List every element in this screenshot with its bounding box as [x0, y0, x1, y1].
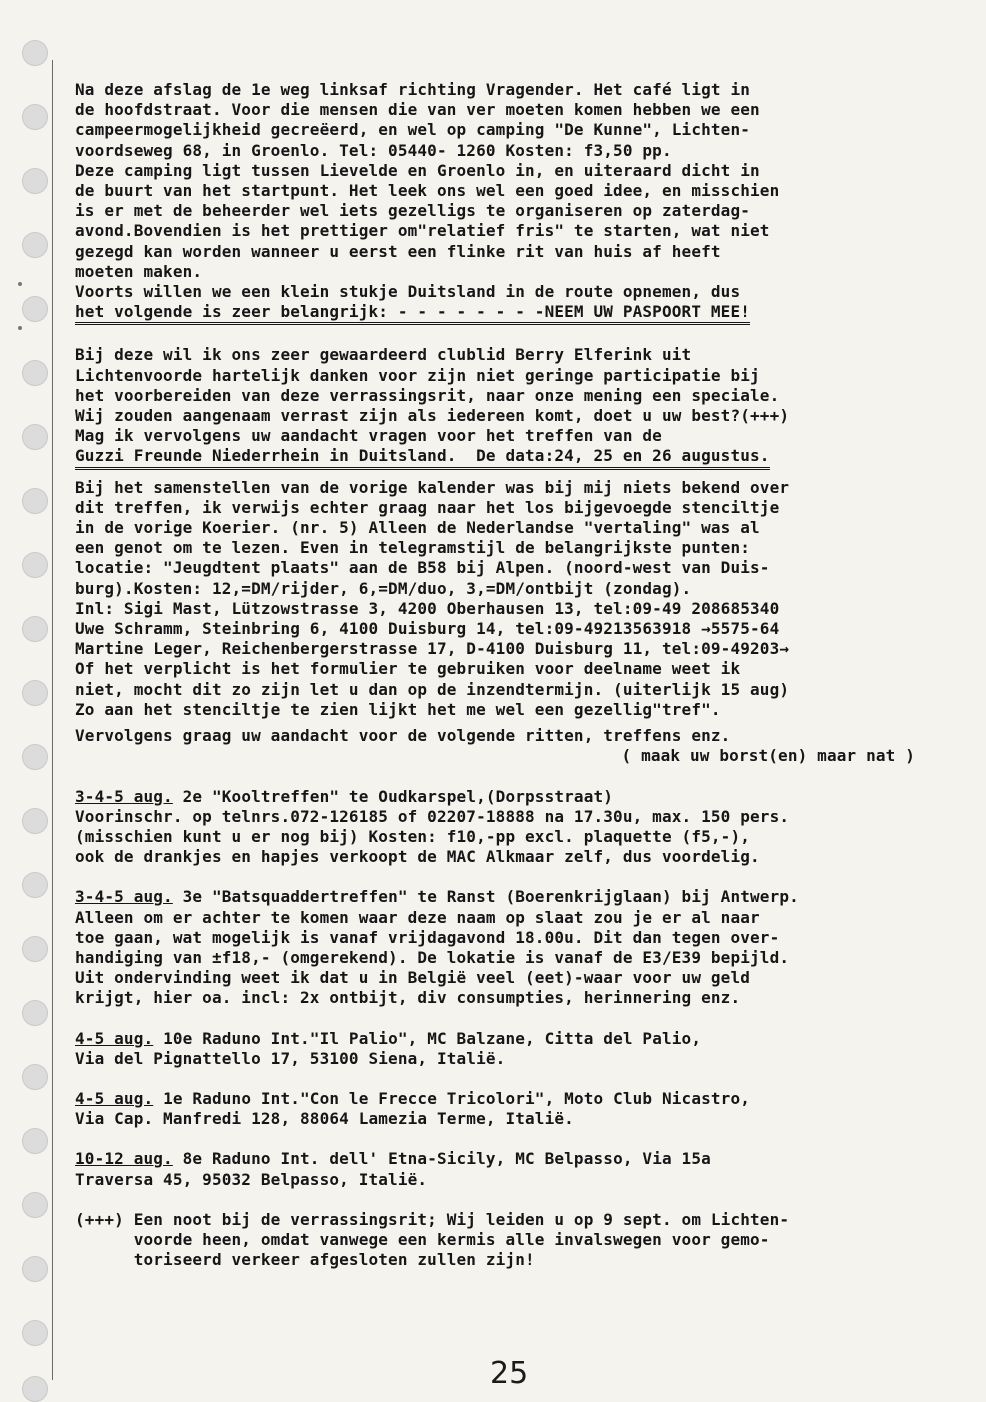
binder-hole: [22, 104, 48, 130]
text-line: campeermogelijkheid gecreëerd, en wel op camping "De Kunne", Lichten-: [75, 120, 751, 140]
binder-holes: [22, 40, 48, 1402]
text-line: toe gaan, wat mogelijk is vanaf vrijdagavond 18.00u. Dit dan tegen over-: [75, 927, 780, 947]
text-line: Voorinschr. op telnrs.072-126185 of 02207-18888 na 17.30u, max. 150 pers.: [75, 806, 790, 826]
text-line: avond.Bovendien is het prettiger om"relatief fris" te starten, wat niet: [75, 221, 770, 241]
binder-hole: [22, 552, 48, 578]
event-item: [75, 1149, 975, 1189]
event-date: 10-12 aug.: [75, 1149, 173, 1169]
binder-hole: [22, 872, 48, 898]
text-line: handiging van ±f18,- (omgerekend). De lokatie is vanaf de E3/E39 bepijld.: [75, 947, 790, 967]
text-line: Of het verplicht is het formulier te gebruiken voor deelname weet ik: [75, 659, 741, 679]
spacer: [75, 1009, 975, 1029]
text-line: (+++) Een noot bij de verrassingsrit; Wij leiden u op 9 sept. om Lichten-: [75, 1209, 790, 1229]
text-line: Uwe Schramm, Steinbring 6, 4100 Duisburg 14, tel:09-49213563918 →5575-64: [75, 619, 780, 639]
event-title: 3e "Batsquaddertreffen" te Ranst (Boerenkrijglaan) bij Antwerp.: [182, 887, 799, 907]
text-line: Via Cap. Manfredi 128, 88064 Lamezia Terme, Italië.: [75, 1109, 574, 1129]
text-line: voorde heen, omdat vanwege een kermis alle invalswegen voor gemo-: [75, 1229, 770, 1249]
guzzi-paragraph: [75, 478, 975, 767]
margin-dot: [18, 326, 22, 330]
binder-hole: [22, 168, 48, 194]
spacer: [75, 325, 975, 345]
binder-hole: [22, 296, 48, 322]
event-title: 10e Raduno Int."Il Palio", MC Balzane, Citta del Palio,: [163, 1028, 702, 1048]
text-line: Bij het samenstellen van de vorige kalender was bij mij niets bekend over: [75, 477, 790, 497]
text-line: (misschien kunt u er nog bij) Kosten: f10,-pp excl. plaquette (f5,-),: [75, 826, 751, 846]
binder-hole: [22, 680, 48, 706]
text-line: moeten maken.: [75, 261, 203, 281]
binder-hole: [22, 744, 48, 770]
text-line: Mag ik vervolgens uw aandacht vragen voor het treffen van de: [75, 426, 662, 446]
binder-hole: [22, 232, 48, 258]
event-date: 3-4-5 aug.: [75, 786, 173, 806]
event-item: [75, 787, 975, 868]
spacer: [75, 1190, 975, 1210]
text-line: Uit ondervinding weet ik dat u in België veel (eet)-waar voor uw geld: [75, 968, 751, 988]
text-line: Alleen om er achter te komen waar deze naam op slaat zou je er al naar: [75, 907, 760, 927]
text-line: krijgt, hier oa. incl: 2x ontbijt, div consumpties, herinnering enz.: [75, 988, 741, 1008]
guzzi-heading: Guzzi Freunde Niederrhein in Duitsland. De data:24, 25 en 26 augustus.: [75, 446, 770, 469]
binder-hole: [22, 616, 48, 642]
binder-hole: [22, 360, 48, 386]
binder-hole: [22, 1000, 48, 1026]
margin-dot: [18, 282, 22, 286]
text-line: Na deze afslag de 1e weg linksaf richting Vragender. Het café ligt in: [75, 80, 751, 99]
text-line: het voorbereiden van deze verrassingsrit, naar onze mening een speciale.: [75, 385, 780, 405]
spacer: [75, 1069, 975, 1089]
event-date: 3-4-5 aug.: [75, 887, 173, 907]
text-line: Zo aan het stenciltje te zien lijkt het me wel een gezellig"tref".: [75, 699, 721, 719]
binder-hole: [22, 1192, 48, 1218]
spacer: [75, 1129, 975, 1149]
binder-hole: [22, 1256, 48, 1282]
text-line: is er met de beheerder wel iets gezelligs te organiseren op zaterdag-: [75, 201, 751, 221]
text-line: burg).Kosten: 12,=DM/rijder, 6,=DM/duo, 3,=DM/ontbijt (zondag).: [75, 578, 692, 598]
text-line: Inl: Sigi Mast, Lützowstrasse 3, 4200 Oberhausen 13, tel:09-49 208685340: [75, 598, 780, 618]
text-line: de buurt van het startpunt. Het leek ons wel een goed idee, en misschien: [75, 181, 780, 201]
intro-paragraph: [75, 80, 975, 325]
text-line: dit treffen, ik verwijs echter graag naar het los bijgevoegde stenciltje: [75, 497, 780, 517]
binder-hole: [22, 488, 48, 514]
text-line: een genot om te lezen. Even in telegramstijl de belangrijkste punten:: [75, 538, 751, 558]
spacer: [75, 767, 975, 787]
event-date: 4-5 aug.: [75, 1028, 154, 1048]
page-number: 25: [490, 1356, 529, 1391]
text-line: de hoofdstraat. Voor die mensen die van ver moeten komen hebben we een: [75, 100, 760, 120]
spacer: [75, 470, 975, 478]
event-item: [75, 1029, 975, 1069]
text-line: Via del Pignattello 17, 53100 Siena, Italië.: [75, 1048, 506, 1068]
text-line: Martine Leger, Reichenbergerstrasse 17, D-4100 Duisburg 11, tel:09-49203→: [75, 639, 790, 659]
text-line: Lichtenvoorde hartelijk danken voor zijn niet geringe participatie bij: [75, 365, 760, 385]
margin-rule: [52, 60, 53, 1380]
event-title: 1e Raduno Int."Con le Frecce Tricolori", Moto Club Nicastro,: [163, 1088, 751, 1108]
text-line: Wij zouden aangenaam verrast zijn als iedereen komt, doet u uw best?(+++): [75, 406, 790, 426]
text-line: voordseweg 68, in Groenlo. Tel: 05440- 1260 Kosten: f3,50 pp.: [75, 140, 672, 160]
binder-hole: [22, 808, 48, 834]
binder-hole: [22, 1320, 48, 1346]
binder-hole: [22, 1128, 48, 1154]
spacer: [75, 867, 975, 887]
event-item: [75, 1089, 975, 1129]
thanks-paragraph: [75, 345, 975, 469]
text-line: Bij deze wil ik ons zeer gewaardeerd clublid Berry Elferink uit: [75, 345, 692, 365]
binder-hole: [22, 40, 48, 66]
aside-note: ( maak uw borst(en) maar nat ): [621, 746, 915, 766]
footnote: [75, 1210, 975, 1271]
text-line: Voorts willen we een klein stukje Duitsland in de route opnemen, dus: [75, 282, 741, 302]
event-date: 4-5 aug.: [75, 1088, 154, 1108]
text-line: locatie: "Jeugdtent plaats" aan de B58 bij Alpen. (noord-west van Duis-: [75, 558, 770, 578]
binder-hole: [22, 1376, 48, 1402]
event-title: 8e Raduno Int. dell' Etna-Sicily, MC Belpasso, Via 15a: [182, 1149, 711, 1169]
document-body: [75, 80, 975, 1270]
binder-hole: [22, 424, 48, 450]
binder-hole: [22, 1064, 48, 1090]
text-line: Vervolgens graag uw aandacht voor de volgende ritten, treffens enz.: [75, 726, 731, 746]
passport-warning: het volgende is zeer belangrijk: - - - - - - - -NEEM UW PASPOORT MEE!: [75, 302, 750, 325]
text-line: Traversa 45, 95032 Belpasso, Italië.: [75, 1169, 428, 1189]
event-title: 2e "Kooltreffen" te Oudkarspel,(Dorpsstraat): [182, 786, 614, 806]
text-line: ook de drankjes en hapjes verkoopt de MAC Alkmaar zelf, dus voordelig.: [75, 847, 760, 867]
text-line: gezegd kan worden wanneer u eerst een flinke rit van huis af heeft: [75, 241, 721, 261]
text-line: Deze camping ligt tussen Lievelde en Groenlo in, en uiteraard dicht in: [75, 160, 760, 180]
text-line: toriseerd verkeer afgesloten zullen zijn!: [75, 1250, 535, 1270]
binder-hole: [22, 936, 48, 962]
event-item: [75, 887, 975, 1008]
text-line: niet, mocht dit zo zijn let u dan op de inzendtermijn. (uiterlijk 15 aug): [75, 679, 790, 699]
text-line: in de vorige Koerier. (nr. 5) Alleen de Nederlandse "vertaling" was al: [75, 518, 760, 538]
